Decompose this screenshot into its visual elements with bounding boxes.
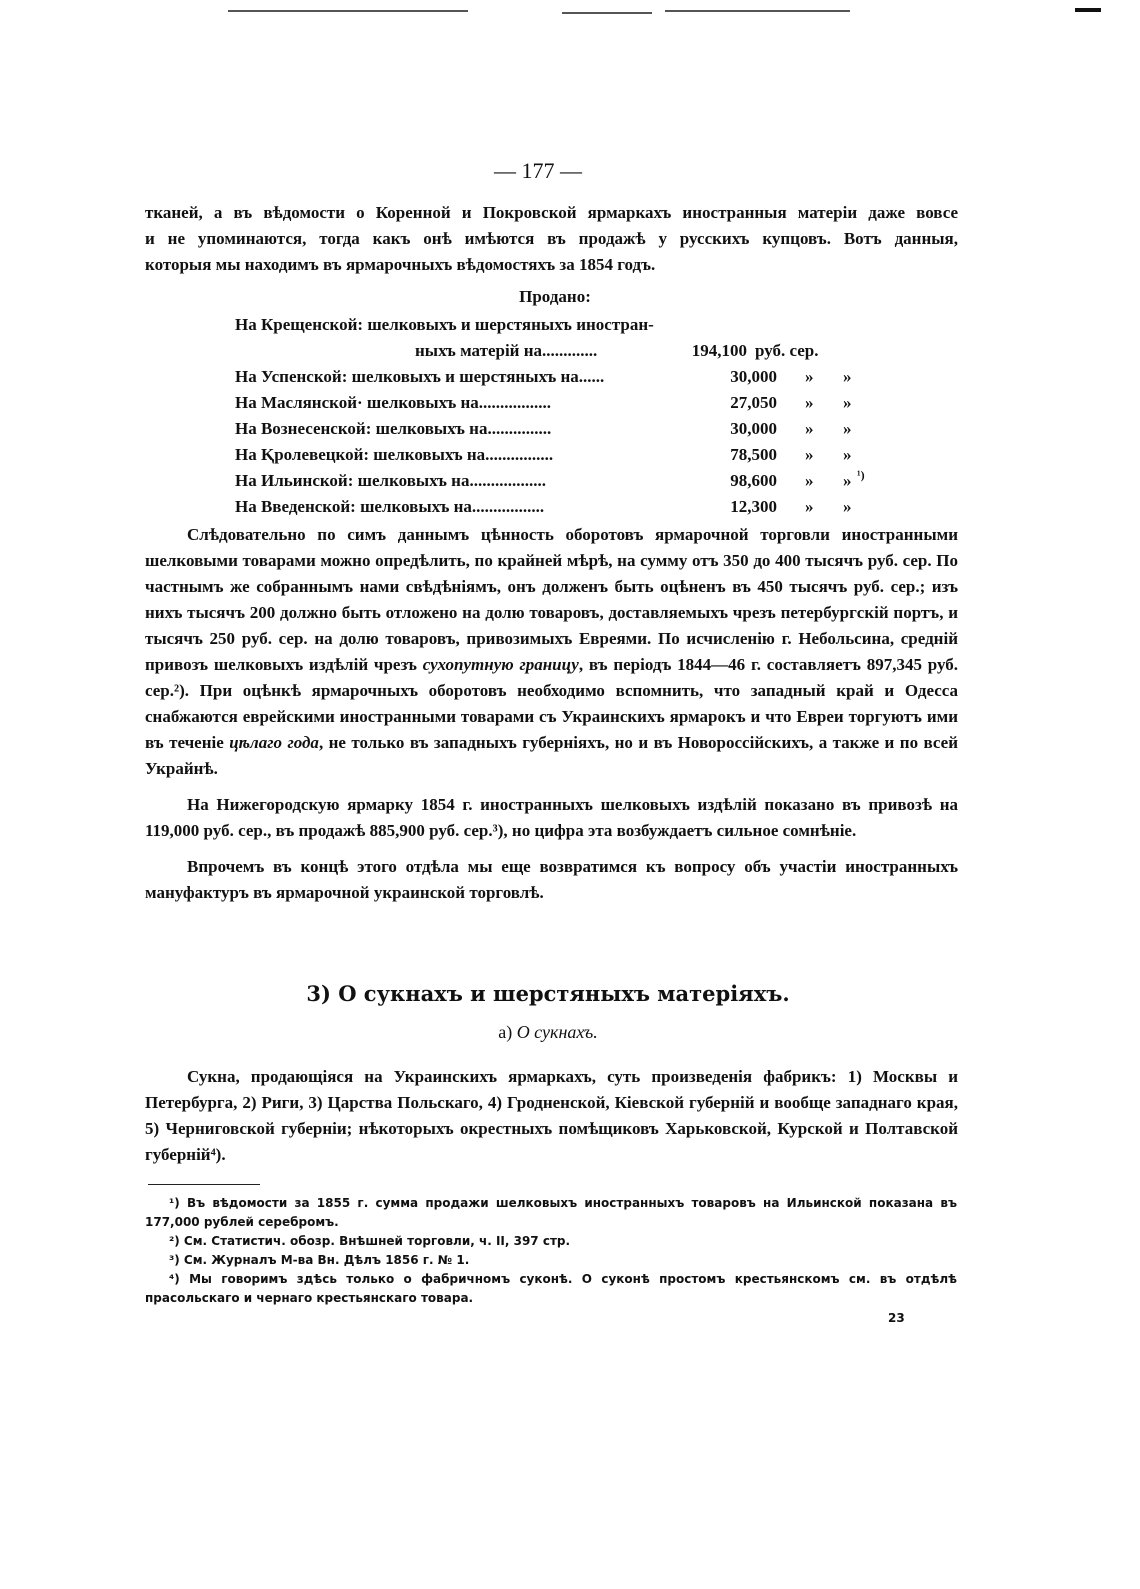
sale-row-kreshchenskaya (235, 312, 895, 338)
sale-amount: 27,050 (730, 393, 777, 412)
sale-label: На Успенской: шелковыхъ и шерстяныхъ на...... (235, 367, 605, 386)
ditto-mark: » (843, 367, 852, 386)
footnotes (145, 1194, 957, 1308)
sale-label: На Вознесенской: шелковыхъ на............... (235, 419, 552, 438)
ditto-mark: » (843, 497, 852, 516)
footnote-3: ³) См. Журналъ М-ва Вн. Дѣлъ 1856 г. № 1. (169, 1253, 470, 1267)
sale-label-continued: ныхъ матерій на............. (415, 341, 598, 360)
sale-amount: 78,500 (730, 445, 777, 464)
body-paragraphs (145, 522, 958, 906)
sale-row-kreshchenskaya-cont (235, 338, 895, 364)
sale-row (235, 494, 895, 520)
scan-edge-line-mid (562, 12, 652, 14)
sale-amount: 30,000 (730, 367, 777, 386)
opening-line-3: которыя мы находимъ въ ярмарочныхъ вѣдомостяхъ за 1854 годъ. (145, 255, 656, 274)
paragraph-conclusion (145, 522, 958, 782)
scan-edge-line-corner (1075, 8, 1101, 12)
subsection-prefix: а) (498, 1022, 513, 1042)
sale-amount: 98,600 (730, 471, 777, 490)
sale-row (235, 364, 895, 390)
subsection-title (0, 1022, 1096, 1043)
paragraph-cloth: Сукна, продающіяся на Украинскихъ ярмаркахъ, суть произведенія фабрикъ: 1) Москвы и Петербурга, 2) Риги, 3) Царства Польскаго, 4) Гродненской, Кіевской губерній и вообще западнаго края, 5) Черниговской губерніи; нѣкоторыхъ окрестныхъ помѣщиковъ Харьковской, Курской и Полтавской губерній⁴). (145, 1067, 958, 1164)
ditto-mark: » (805, 393, 814, 412)
opening-paragraph (145, 200, 958, 278)
paragraph-nizhny: На Нижегородскую ярмарку 1854 г. иностранныхъ шелковыхъ издѣлій показано въ привозѣ на 119,000 руб. сер., въ продажѣ 885,900 руб. сер.³), но цифра эта возбуждаетъ сильное сомнѣніе. (145, 795, 958, 840)
paragraph-text: Слѣдовательно по симъ даннымъ цѣнность оборотовъ ярмарочной торговли иностранными шелковыми товарами можно опредѣлить, по крайней мѣрѣ, на сумму отъ 350 до 400 тысячъ руб. сер. По частнымъ же собраннымъ нами свѣдѣніямъ, онъ долженъ быть оцѣненъ въ 450 тысячъ руб. сер.; изъ нихъ тысячъ 200 должно быть отложено на долю товаровъ, доставляемыхъ чрезъ петербургскій портъ, и тысячъ 250 руб. сер. на долю товаровъ, привозимыхъ Евреями. По исчисленію г. Небольсина, средній привозъ шелковыхъ издѣлій чрезъ (145, 525, 958, 674)
paragraph-return: Впрочемъ въ концѣ этого отдѣла мы еще возвратимся къ вопросу объ участіи иностранныхъ мануфактуръ въ ярмарочной украинской торговлѣ. (145, 857, 958, 902)
footnote-2: ²) См. Статистич. обозр. Внѣшней торговли, ч. II, 397 стр. (169, 1234, 571, 1248)
ditto-mark: » (843, 419, 852, 438)
paragraph-text: , въ періодъ 1844—46 г. составляетъ 897,345 руб. сер.²). При оцѣнкѣ ярмарочныхъ оборотовъ необходимо вспомнить, что западный край и Одесса снабжаются еврейскими иностранными товарами съ Украинскихъ ярмарокъ и что Евреи торгуютъ ими въ теченіе (145, 655, 959, 752)
opening-line-2: и не упоминаются, тогда какъ онѣ имѣются въ продажѣ у русскихъ купцовъ. Вотъ данныя, (145, 229, 958, 248)
ditto-mark: » (843, 471, 852, 490)
sale-row (235, 442, 895, 468)
footnote-ref: ¹) (857, 468, 865, 482)
footnote-1: ¹) Въ вѣдомости за 1855 г. сумма продажи шелковыхъ иностранныхъ товаровъ на Ильинской показана въ 177,000 рублей серебромъ. (145, 1196, 957, 1229)
ditto-mark: » (843, 445, 852, 464)
sale-label: На Маслянской· шелковыхъ на................. (235, 393, 552, 412)
sale-label: На Ильинской: шелковыхъ на.................. (235, 471, 546, 490)
ditto-mark: » (805, 419, 814, 438)
ditto-mark: » (805, 497, 814, 516)
ditto-mark: » (805, 471, 814, 490)
italic-phrase: сухопутную границу (422, 655, 579, 674)
scan-edge-line-left (228, 10, 468, 12)
ditto-mark: » (805, 367, 814, 386)
sale-label: На Крещенской: шелковыхъ и шерстяныхъ иностран- (235, 315, 654, 334)
sale-label: На Введенской: шелковыхъ на................. (235, 497, 545, 516)
page-number: — 177 — (494, 158, 582, 183)
sale-label: На Ⱪролевецкой: шелковыхъ на................ (235, 445, 554, 464)
sale-row (235, 468, 895, 494)
sale-row (235, 416, 895, 442)
opening-line-1: тканей, а въ вѣдомости о Коренной и Покровской ярмаркахъ иностранныя матеріи даже вовсе (145, 203, 958, 222)
sale-amount: 12,300 (730, 497, 777, 516)
sold-heading: Продано: (519, 287, 591, 306)
sale-amount: 194,100 (691, 341, 747, 360)
ditto-mark: » (805, 445, 814, 464)
footnote-4: ⁴) Мы говоримъ здѣсь только о фабричномъ суконѣ. О суконѣ простомъ крестьянскомъ см. въ отдѣлѣ прасольскаго и чернаго крестьянскаго товара. (145, 1272, 957, 1305)
sale-unit: руб. сер. (755, 341, 819, 360)
italic-phrase: цѣлаго года (229, 733, 319, 752)
printer-signature: 23 (888, 1311, 905, 1325)
section-title: 3) О сукнахъ и шерстяныхъ матеріяхъ. (306, 981, 790, 1006)
subsection-name: О сукнахъ. (516, 1022, 598, 1042)
footnote-divider (148, 1184, 260, 1185)
sales-table (235, 312, 895, 520)
ditto-mark: » (843, 393, 852, 412)
sale-amount: 30,000 (730, 419, 777, 438)
cloth-paragraph (145, 1064, 958, 1168)
sale-row (235, 390, 895, 416)
scan-edge-line-right (665, 10, 850, 12)
paragraph-text: , не только въ западныхъ губерніяхъ, но и въ Новороссійскихъ, а также и по всей Украйнѣ. (145, 733, 958, 778)
